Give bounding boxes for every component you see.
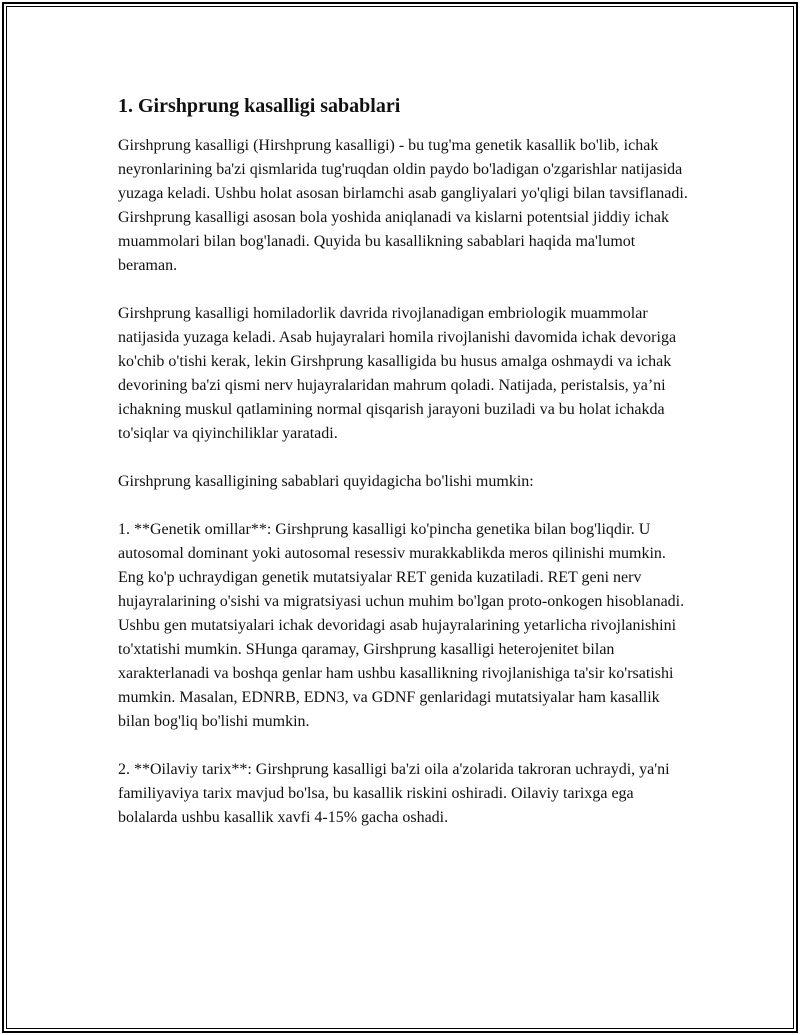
paragraph-genetic-factors: 1. **Genetik omillar**: Girshprung kasalligi ko'pincha genetika bilan bog'liqdir. U autosomal dominant yoki autosomal resessiv murakkablikda meros qilinishi mumkin. Eng ko'p uchraydigan genetik mutatsiyalar RET genida kuzatiladi. RET geni nerv hujayralarining o'sishi va migratsiyasi uchun muhim bo'lgan proto-onkogen hisoblanadi. Ushbu gen mutatsiyalari ichak devoridagi asab hujayralarining yetarlicha rivojlanishini to'xtatishi mumkin. SHunga qaramay, Girshprung kasalligi heterojenitet bilan xarakterlanadi va boshqa genlar ham ushbu kasallikning rivojlanishiga ta'sir ko'rsatishi mumkin. Masalan, EDNRB, EDN3, va GDNF genlaridagi mutatsiyalar ham kasallik bilan bog'liq bo'lishi mumkin. — [118, 521, 685, 730]
paragraph-embryology: Girshprung kasalligi homiladorlik davrida rivojlanadigan embriologik muammolar natijasida yuzaga keladi. Asab hujayralari homila rivojlanishi davomida ichak devoriga ko'chib o'tishi kerak, lekin Girshprung kasalligida bu husus amalga oshmaydi va ichak devorining ba'zi qismi nerv hujayralaridan mahrum qoladi. Natijada, peristalsis, ya’ni ichakning muskul qatlamining normal qisqarish jarayoni buziladi va bu holat ichakda to'siqlar va qiyinchiliklar yaratadi. — [118, 305, 677, 442]
paragraph-family-history: 2. **Oilaviy tarix**: Girshprung kasalligi ba'zi oila a'zolarida takroran uchraydi, ya'ni familiyaviya tarix mavjud bo'lsa, bu kasallik riskini oshiradi. Oilaviy tarixga ega bolalarda ushbu kasallik xavfi 4-15% gacha oshadi. — [118, 761, 670, 826]
paragraph-intro: Girshprung kasalligi (Hirshprung kasalligi) - bu tug'ma genetik kasallik bo'lib, ichak neyronlarining ba'zi qismlarida tug'ruqdan oldin paydo bo'ladigan o'zgarishlar natijasida yuzaga keladi. Ushbu holat asosan birlamchi asab gangliyalari yo'qligi bilan tavsiflanadi. Girshprung kasalligi asosan bola yoshida aniqlanadi va kislarni potentsial jiddiy ichak muammolari bilan bog'lanadi. Quyida bu kasallikning sabablari haqida ma'lumot beraman. — [118, 137, 688, 274]
section-heading: 1. Girshprung kasalligi sabablari — [118, 95, 401, 117]
paragraph-causes-lead: Girshprung kasalligining sabablari quyidagicha bo'lishi mumkin: — [118, 473, 534, 490]
document-body — [118, 92, 690, 854]
